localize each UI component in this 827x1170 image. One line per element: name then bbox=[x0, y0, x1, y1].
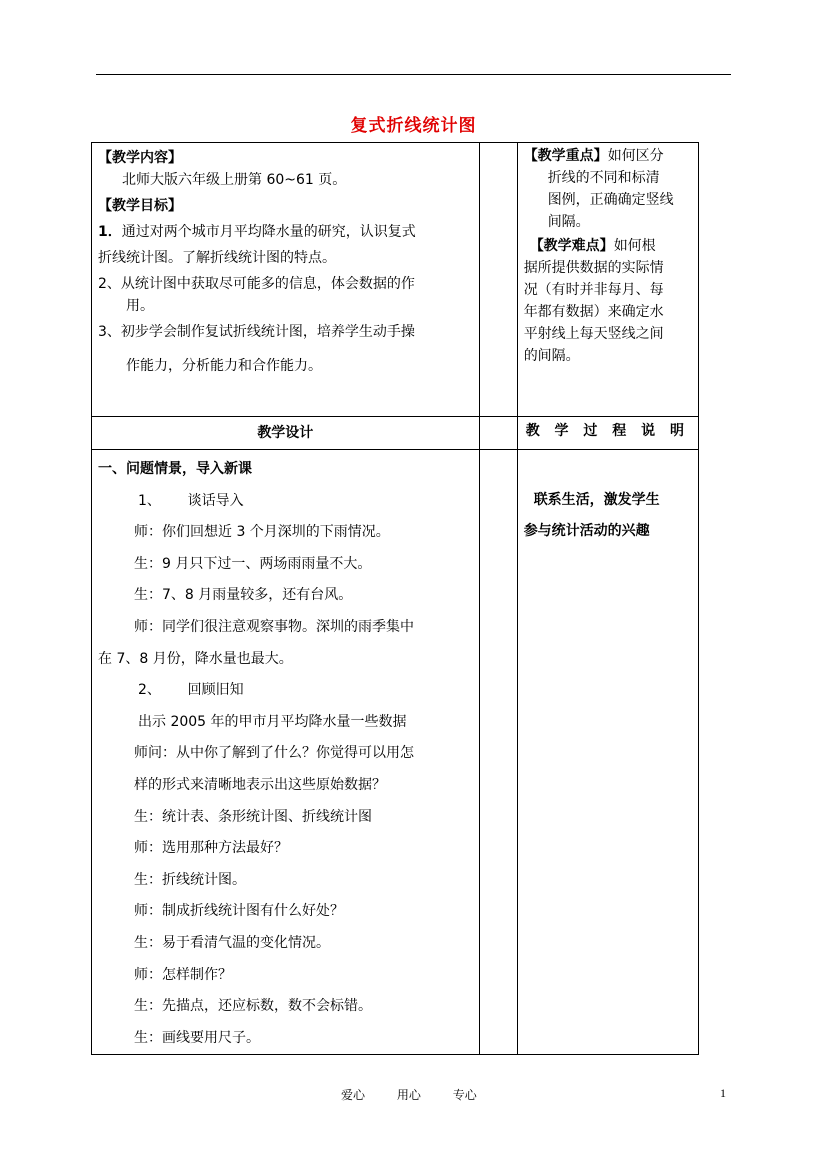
header-row bbox=[92, 417, 699, 450]
process-line: 师：选用那种方法最好？ bbox=[134, 840, 288, 857]
key-point-line-2: 折线的不同和标清 bbox=[547, 170, 660, 186]
process-line: 生：9 月只下过一、两场雨雨量不大。 bbox=[134, 555, 372, 572]
goal-1: 1．通过对两个城市月平均降水量的研究，认识复式 bbox=[98, 224, 416, 240]
process-line: 出示 2005 年的甲市月平均降水量一些数据 bbox=[138, 713, 407, 730]
process-line: 2、 回顾旧知 bbox=[138, 682, 244, 699]
objectives-row bbox=[92, 143, 699, 417]
process-cell bbox=[92, 450, 480, 1055]
key-points-cell bbox=[517, 143, 698, 417]
process-line: 师：怎样制作？ bbox=[134, 966, 232, 983]
spacer-cell bbox=[479, 143, 517, 417]
process-line: 生：先描点，还应标数，数不会标错。 bbox=[134, 998, 372, 1015]
process-line: 在 7、8 月份，降水量也最大。 bbox=[98, 650, 293, 667]
process-note-line-1: 联系生活，激发学生 bbox=[533, 492, 660, 508]
process-line: 生：折线统计图。 bbox=[134, 871, 246, 888]
difficulty-line-1: 【教学难点】如何根 bbox=[529, 238, 656, 254]
spacer-cell bbox=[479, 417, 517, 450]
spacer-cell bbox=[479, 450, 517, 1055]
content-header: 【教学内容】 bbox=[98, 150, 182, 166]
difficulty-line-4: 年都有数据）来确定水 bbox=[523, 304, 664, 320]
content-goals-cell bbox=[92, 143, 480, 417]
key-point-line-4: 间隔。 bbox=[547, 214, 590, 230]
process-line: 生：7、8 月雨量较多，还有台风。 bbox=[134, 587, 353, 604]
goal-header: 【教学目标】 bbox=[98, 198, 182, 214]
process-note-cell bbox=[517, 450, 698, 1055]
difficulty-line-3: 况（有时并非每月、每 bbox=[523, 282, 664, 298]
key-point-line-3: 图例，正确确定竖线 bbox=[547, 192, 674, 208]
goal-3: 3、初步学会制作复试折线统计图，培养学生动手操 bbox=[98, 324, 415, 340]
difficulty-line-6: 的间隔。 bbox=[523, 348, 580, 364]
goal-2-cont: 用。 bbox=[126, 298, 154, 314]
process-line: 师问：从中你了解到了什么？你觉得可以用怎 bbox=[134, 745, 414, 762]
difficulty-line-5: 平射线上每天竖线之间 bbox=[523, 326, 664, 342]
process-line: 生：统计表、条形统计图、折线统计图 bbox=[134, 808, 372, 825]
footer-motto bbox=[341, 1086, 505, 1103]
goal-2: 2、从统计图中获取尽可能多的信息，体会数据的作 bbox=[98, 276, 415, 292]
process-line: 师：你们回想近 3 个月深圳的下雨情况。 bbox=[134, 524, 390, 541]
footer-item: 专心 bbox=[452, 1088, 477, 1102]
process-line: 生：画线要用尺子。 bbox=[134, 1029, 260, 1046]
design-header: 教学设计 bbox=[92, 417, 480, 450]
process-line: 生：易于看清气温的变化情况。 bbox=[134, 934, 330, 951]
content-text: 北师大版六年级上册第 60~61 页。 bbox=[122, 172, 347, 188]
header-rule bbox=[96, 74, 731, 75]
process-row bbox=[92, 450, 699, 1055]
process-note-line-2: 参与统计活动的兴趣 bbox=[523, 523, 650, 539]
page-number: 1 bbox=[720, 1086, 726, 1100]
difficulty-line-2: 据所提供数据的实际情 bbox=[523, 260, 664, 276]
lesson-table bbox=[91, 142, 699, 1055]
goal-3-cont: 作能力，分析能力和合作能力。 bbox=[126, 358, 322, 374]
process-line: 1、 谈话导入 bbox=[138, 492, 244, 509]
process-line: 师：制成折线统计图有什么好处？ bbox=[134, 903, 344, 920]
footer-item: 爱心 bbox=[341, 1088, 366, 1102]
goal-1-cont: 折线统计图。了解折线统计图的特点。 bbox=[98, 250, 336, 266]
page-title: 复式折线统计图 bbox=[350, 116, 477, 136]
key-point-line-1: 【教学重点】如何区分 bbox=[523, 148, 664, 164]
process-line: 样的形式来清晰地表示出这些原始数据？ bbox=[134, 776, 386, 793]
section-title: 一、问题情景，导入新课 bbox=[98, 461, 252, 477]
footer-item: 用心 bbox=[396, 1088, 421, 1102]
process-line: 师：同学们很注意观察事物。深圳的雨季集中 bbox=[134, 618, 414, 635]
process-header: 教 学 过 程 说 明 bbox=[517, 417, 698, 450]
